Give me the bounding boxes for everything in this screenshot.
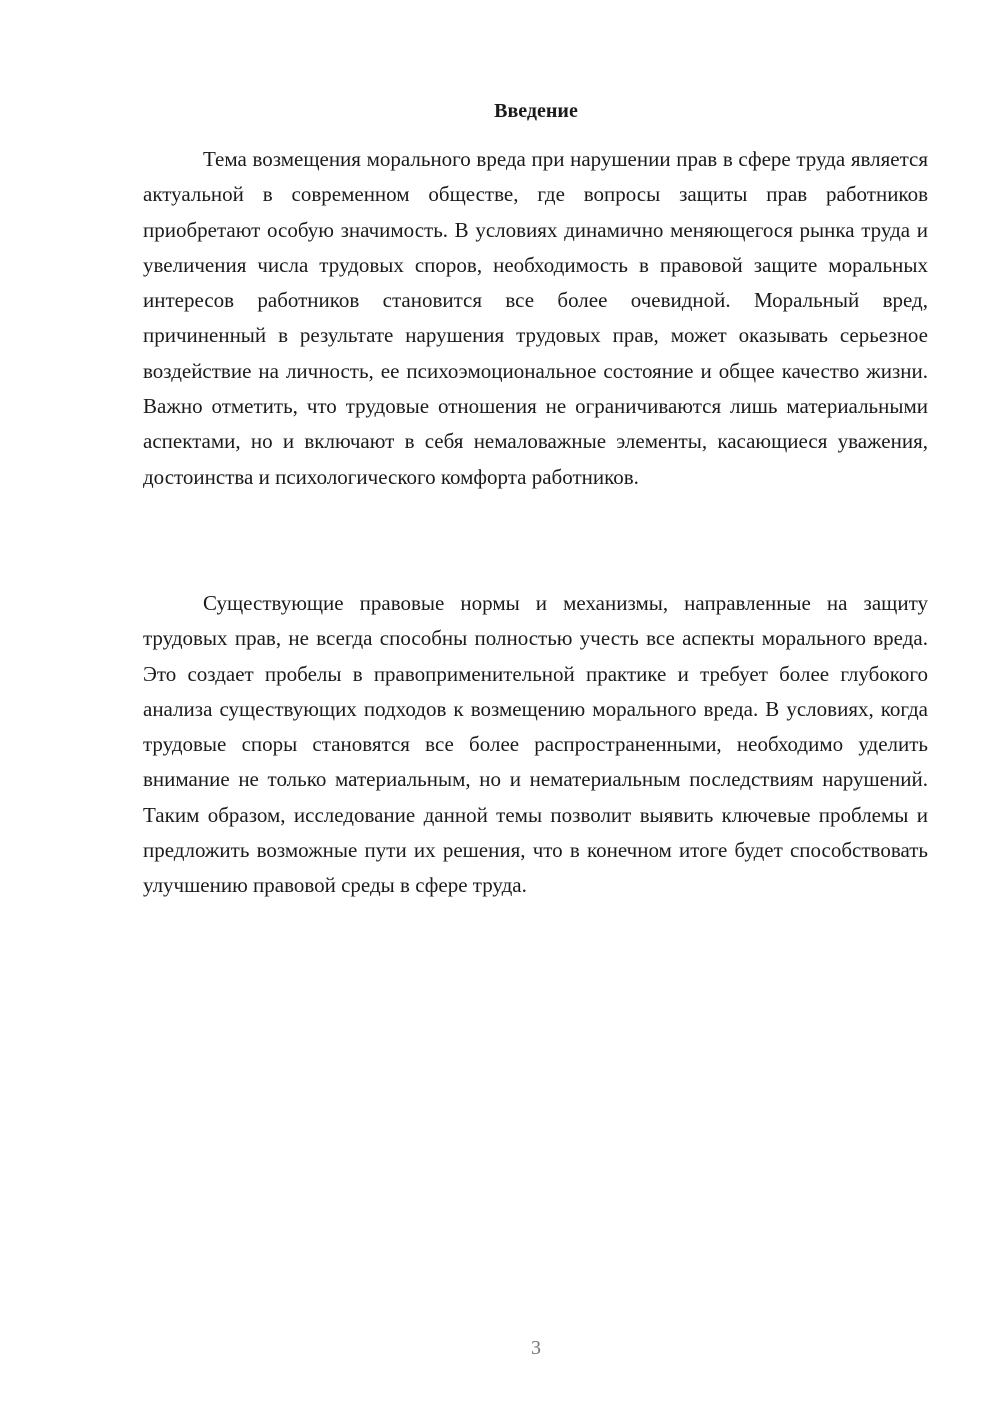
- section-heading: Введение: [494, 100, 578, 122]
- page-number: 3: [531, 1337, 541, 1359]
- paragraph-2: Существующие правовые нормы и механизмы, направленные на защиту трудовых прав, не всегда способны полностью учесть все аспекты морального вреда. Это создает пробелы в правоприменительной практике и требует более глубокого анализа существующих подходов к возмещению морального вреда. В условиях, когда трудовые споры становятся все более распространенными, необходимо уделить внимание не только материальным, но и нематериальным последствиям нарушений. Таким образом, исследование данной темы позволит выявить ключевые проблемы и предложить возможные пути их решения, что в конечном итоге будет способствовать улучшению правовой среды в сфере труда.: [143, 591, 928, 898]
- paragraph-1: Тема возмещения морального вреда при нарушении прав в сфере труда является актуальной в современном обществе, где вопросы защиты прав работников приобретают особую значимость. В условиях динамично меняющегося рынка труда и увеличения числа трудовых споров, необходимость в правовой защите моральных интересов работников становится все более очевидной. Моральный вред, причиненный в результате нарушения трудовых прав, может оказывать серьезное воздействие на личность, ее психоэмоциональное состояние и общее качество жизни. Важно отметить, что трудовые отношения не ограничиваются лишь материальными аспектами, но и включают в себя немаловажные элементы, касающиеся уважения, достоинства и психологического комфорта работников.: [143, 147, 928, 489]
